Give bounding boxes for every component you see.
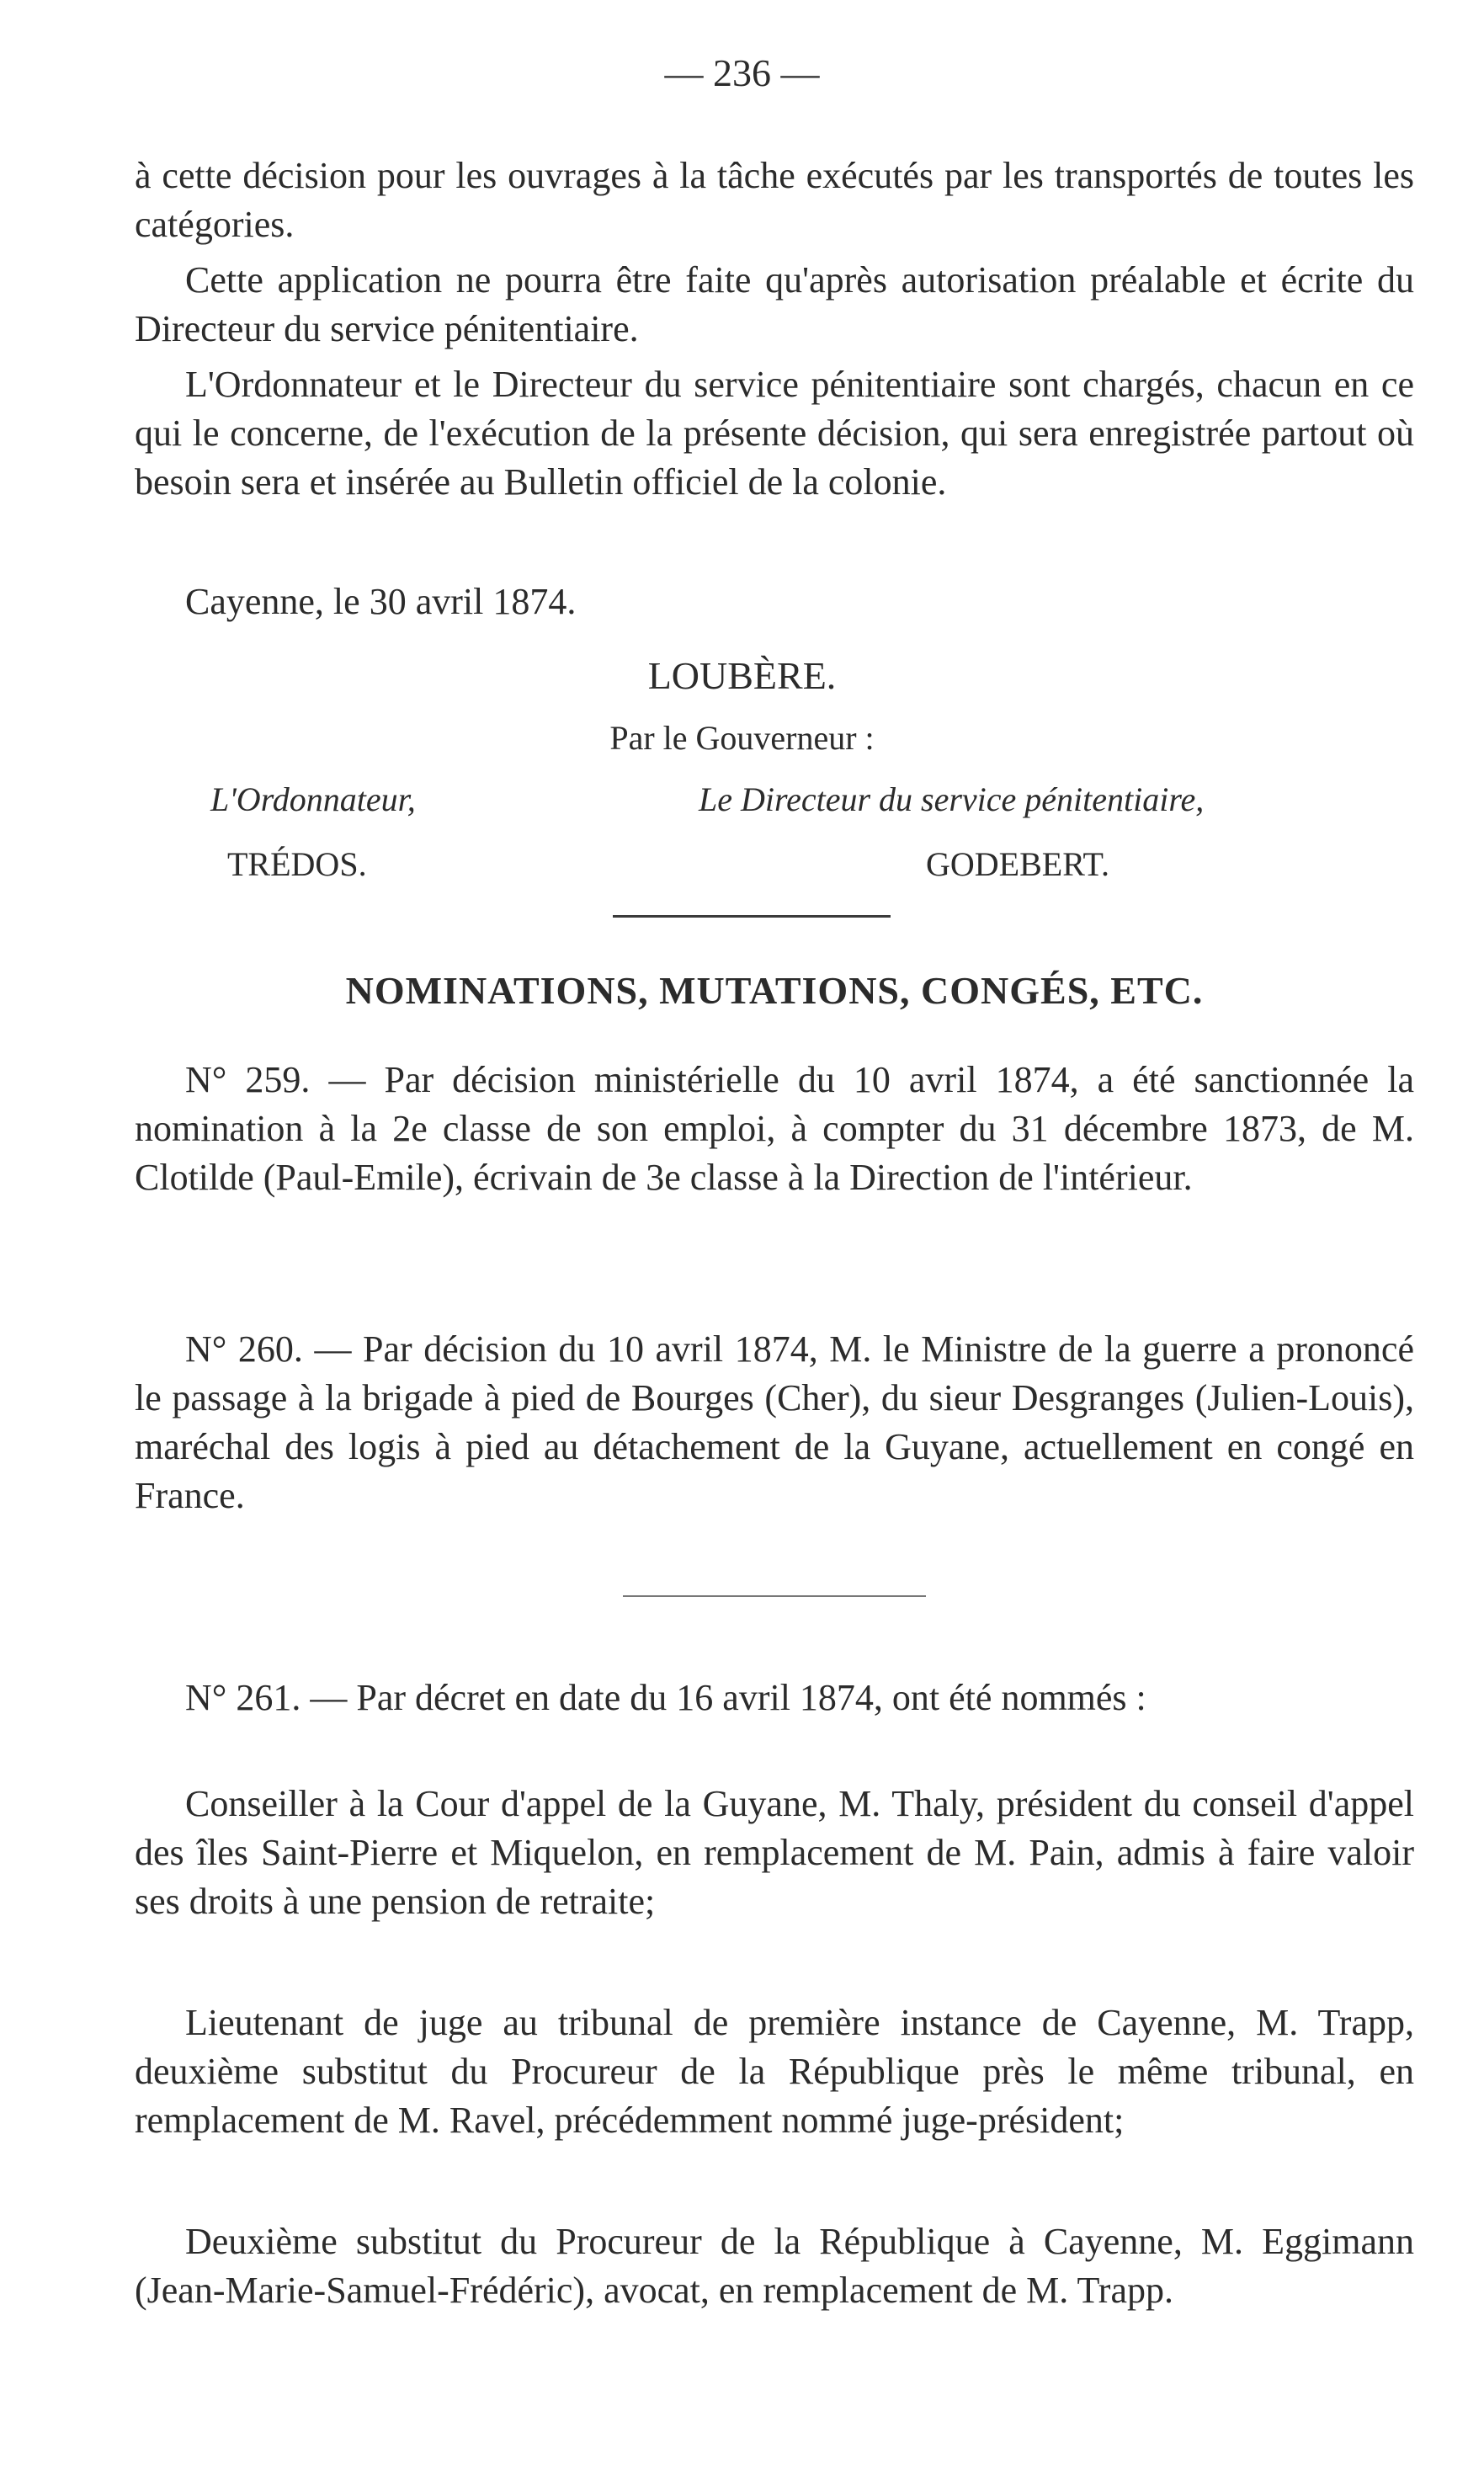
entry-260: N° 260. — Par décision du 10 avril 1874, M. le Ministre de la guerre a prononcé le passage à la brigade à pied de Bourges (Cher), du sieur Desgranges (Julien-Louis), maréchal des logis à pied au détachement de la Guyane, actuellement en congé en France. [135,1328,1414,1516]
date-line: Cayenne, le 30 avril 1874. [185,581,577,622]
entry-261-intro: N° 261. — Par décret en date du 16 avril 1874, ont été nommés : [185,1677,1146,1718]
page-number: — 236 — [664,51,820,94]
paragraph-1: à cette décision pour les ouvrages à la tâche exécutés par les transportés de toutes les catégories. [135,155,1414,245]
entry-261-c-block [135,2217,1414,2315]
entry-259: N° 259. — Par décision ministérielle du 10 avril 1874, a été sanctionnée la nomination à la 2e classe de son emploi, à compter du 31 décembre 1873, de M. Clotilde (Paul-Emile), écrivain de 3e classe à la Direction de l'intérieur. [135,1059,1414,1198]
ordonnateur-title: L'Ordonnateur, [210,780,416,818]
paragraph-3: L'Ordonnateur et le Directeur du service pénitentiaire sont chargés, chacun en ce qui le concerne, de l'exécution de la présente décision, qui sera enregistrée partout où besoin sera et insérée au Bulletin officiel de la colonie. [135,364,1414,503]
entry-261-substitut: Deuxième substitut du Procureur de la République à Cayenne, M. Eggimann (Jean-Marie-Samuel-Frédéric), avocat, en remplacement de M. Trapp. [135,2221,1414,2311]
entry-divider [623,1595,926,1597]
director-title: Le Directeur du service pénitentiaire, [699,780,1205,818]
entry-261-lieutenant: Lieutenant de juge au tribunal de première instance de Cayenne, M. Trapp, deuxième substitut du Procureur de la République près le même tribunal, en remplacement de M. Ravel, précédemment nommé juge-président; [135,2002,1414,2141]
paragraph-continuation [135,152,1414,249]
entry-261-a-block [135,1780,1414,1926]
date-line-block [135,578,1414,626]
section-divider [613,915,891,918]
ordonnateur-name: TRÉDOS. [227,845,367,883]
governor-signature: LOUBÈRE. [647,654,837,697]
paragraph-execution-block [135,360,1414,507]
entry-261-b-block [135,1999,1414,2145]
entry-259-block [135,1056,1414,1202]
entry-260-block [135,1325,1414,1520]
paragraph-authorization-block [135,256,1414,354]
entry-261-conseiller: Conseiller à la Cour d'appel de la Guyane, M. Thaly, président du conseil d'appel des îles Saint-Pierre et Miquelon, en remplacement de M. Pain, admis à faire valoir ses droits à une pension de retraite; [135,1783,1414,1922]
paragraph-2: Cette application ne pourra être faite qu'après autorisation préalable et écrite du Directeur du service pénitentiaire. [135,259,1414,349]
section-title: NOMINATIONS, MUTATIONS, CONGÉS, ETC. [345,969,1204,1012]
by-governor-line: Par le Gouverneur : [609,719,875,757]
director-name: GODEBERT. [926,845,1109,883]
entry-261-block [135,1674,1414,1722]
